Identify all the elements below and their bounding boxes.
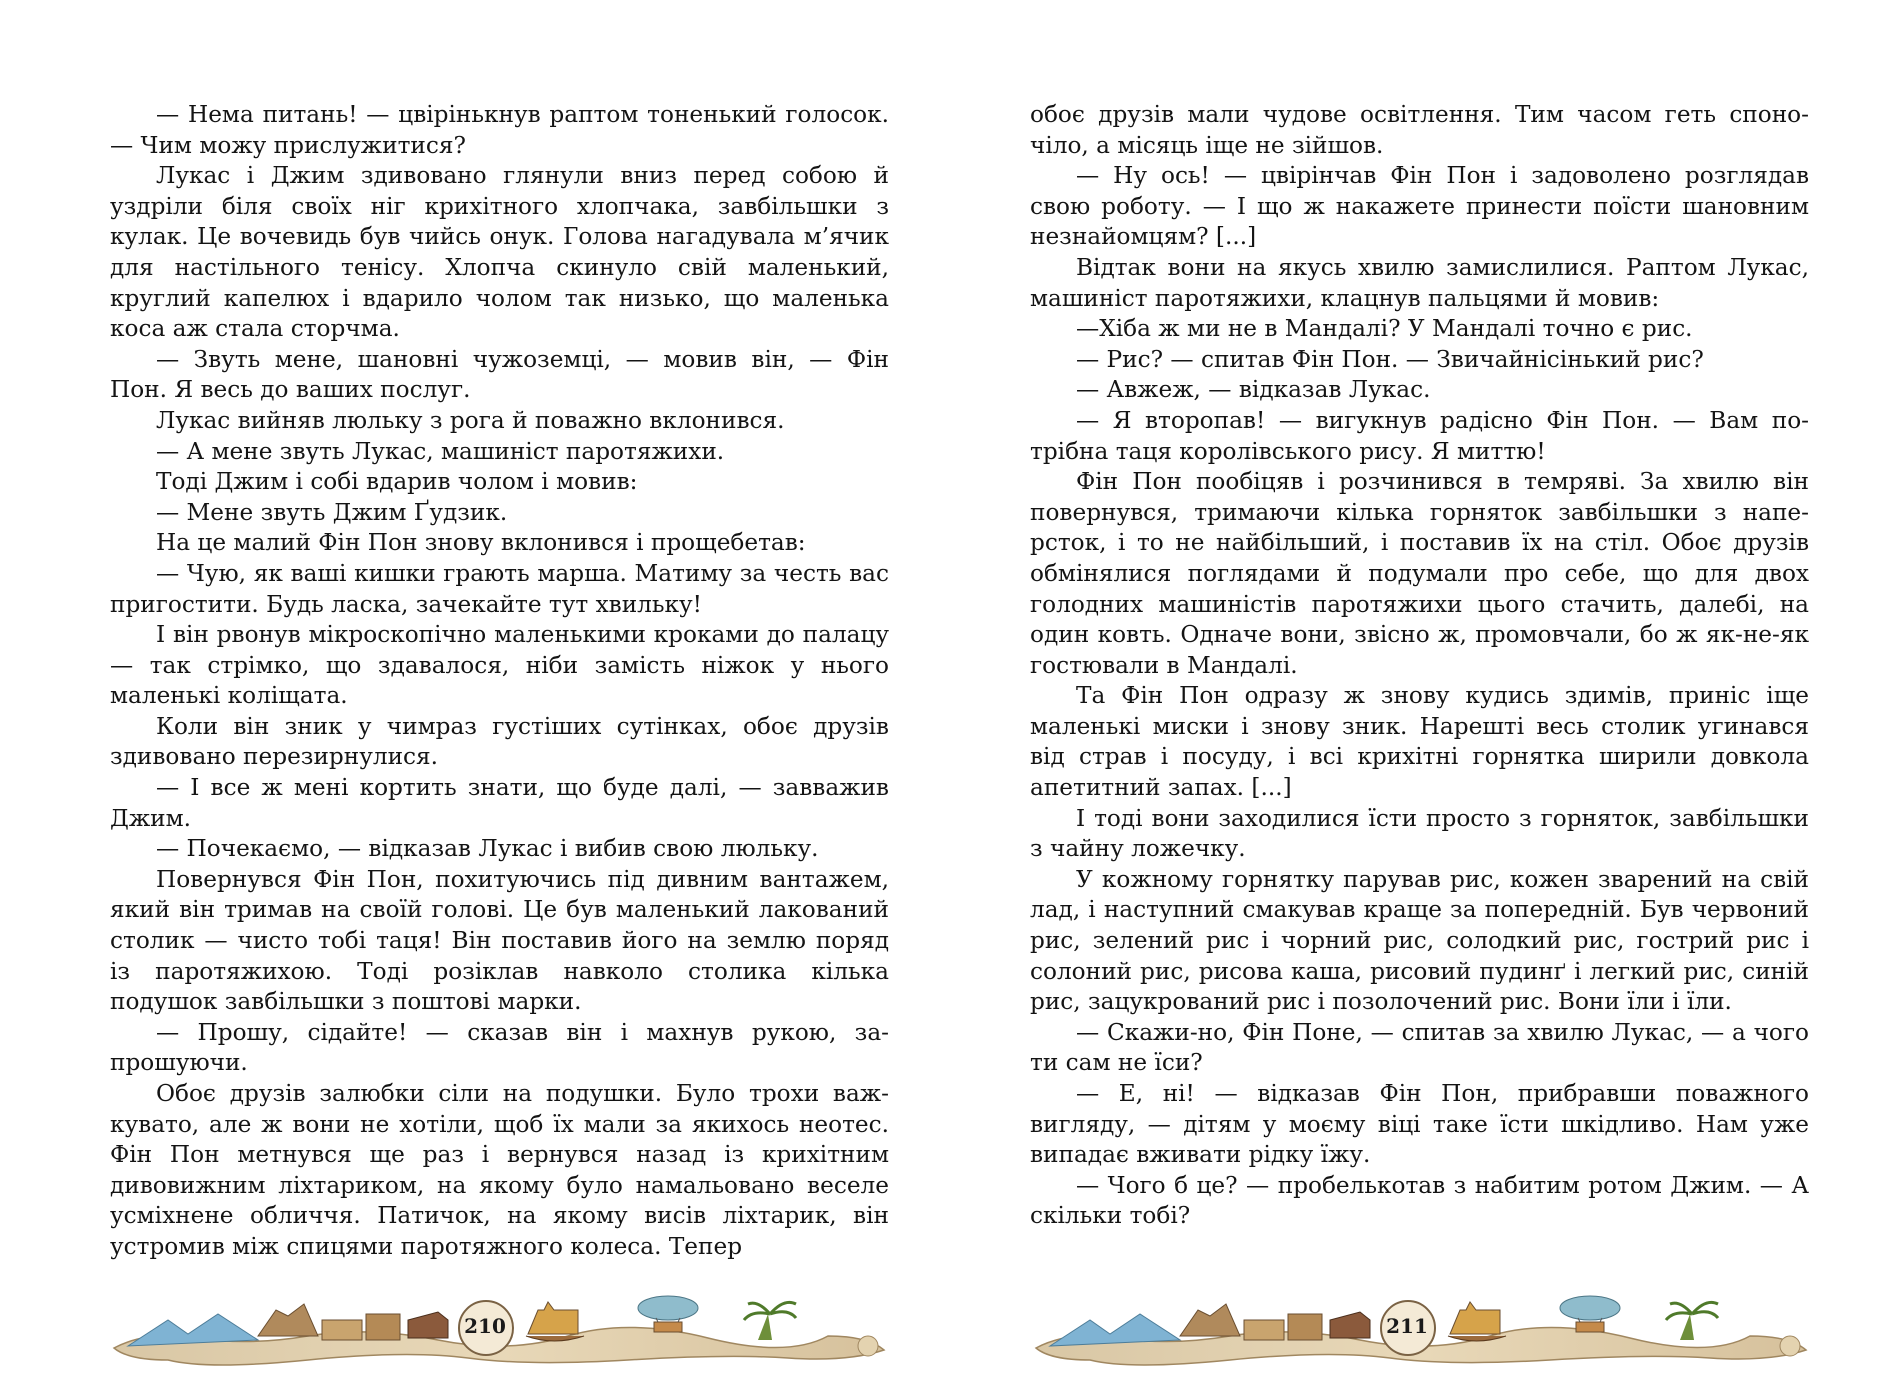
- paragraph: — Мене звуть Джим Ґудзик.: [156, 498, 508, 526]
- left-page-text: [110, 100, 889, 1263]
- paragraph: Повернувся Фін Пон, похитуючись під дивним вантажем, який він тримав на своїй голові. Це був маленький лакований столик — чисто тобі таця! Він поставив його на землю поряд із паротяжихою. Тоді розіклав навколо столика кілька подушок завбільшки з поштові марки.: [110, 865, 889, 1016]
- paragraph: — Авжеж, — відказав Лукас.: [1076, 376, 1431, 404]
- paragraph: І тоді вони заходилися їсти просто з горняток, завбільшки з чайну ложечку.: [1030, 804, 1809, 863]
- paragraph: — Звуть мене, шановні чужоземці, — мовив він, — Фін Пон. Я весь до ваших послуг.: [110, 345, 889, 404]
- paragraph: Фін Пон пообіцяв і розчинився в темряві. За хвилю він повернувся, тримаючи кілька горняток завбільшки з наперсток, і то не найбільший, і поставив їх на стіл. Обоє друзів обмінялися поглядами й подумали про себе, що для двох голодних машиністів паротяжихи цього стачить, далебі, на один ковть. Одначе вони, звісно ж, промовчали, бо ж як-не-як гостювали в Мандалі.: [1030, 468, 1809, 679]
- paragraph: Лукас вийняв люльку з рога й поважно вклонився.: [156, 406, 785, 434]
- paragraph: Обоє друзів залюбки сіли на подушки. Було трохи важкувато, але ж вони не хотіли, щоб їх мали за якихось неотес. Фін Пон метнувся ще раз і вернувся назад із крихітним дивовижним ліхтариком, на якому було намальовано веселе усміхнене обличчя. Патичок, на якому висів ліхтарик, він устромив між спицями паротяжного колеса. Тепер: [110, 1080, 889, 1260]
- paragraph: — І все ж мені кортить знати, що буде далі, — завважив Джим.: [110, 774, 889, 832]
- paragraph: — Чого б це? — пробелькотав з набитим ротом Джим. — А скільки тобі?: [1030, 1171, 1809, 1230]
- paragraph: — Чую, як ваші кишки грають марша. Матиму за честь вас пригостити. Будь ласка, зачекайте тут хвильку!: [110, 559, 889, 618]
- left-page: [110, 100, 889, 1263]
- page-number: 211: [1386, 1314, 1428, 1338]
- paragraph: — Я второпав! — вигукнув радісно Фін Пон. — Вам потрібна таця королівського рису. Я миттю!: [1030, 406, 1809, 465]
- left-page-footer: [108, 1290, 888, 1366]
- paragraph: — Ну ось! — цвірінчав Фін Пон і задоволено розглядав свою роботу. — І що ж накажете принести поїсти шановним незнайомцям? [...]: [1030, 162, 1809, 251]
- paragraph: — Почекаємо, — відказав Лукас і вибив свою люльку.: [156, 835, 819, 863]
- paragraph: — Скажи-но, Фін Поне, — спитав за хвилю Лукас, — а чого ти сам не їси?: [1030, 1018, 1809, 1077]
- paragraph: — Е, ні! — відказав Фін Пон, прибравши поважного вигляду, — дітям у моєму віці таке їсти шкідливо. Нам уже випадає вживати рідку їжу.: [1030, 1080, 1809, 1169]
- paragraph: — Прошу, сідайте! — сказав він і махнув рукою, запрошуючи.: [110, 1018, 889, 1077]
- right-page-text: [1030, 100, 1809, 1232]
- right-page: [1030, 100, 1809, 1232]
- page-number: 210: [464, 1314, 506, 1338]
- paragraph: Та Фін Пон одразу ж знову кудись здимів, приніс іще маленькі миски і знову зник. Нарешті весь столик угинався від страв і посуду, і всі крихітні горнятка ширили довкола апетитний запах. [...]: [1030, 682, 1809, 802]
- paragraph: — А мене звуть Лукас, машиніст паротяжихи.: [156, 437, 725, 465]
- right-page-footer: [1030, 1290, 1810, 1366]
- paragraph: Тоді Джим і собі вдарив чолом і мовив:: [156, 468, 638, 496]
- paragraph: Коли він зник у чимраз густіших сутінках, обоє друзів здивовано перезирнулися.: [110, 712, 889, 771]
- paragraph: На це малий Фін Пон знову вклонився і прощебетав:: [156, 529, 806, 557]
- paragraph: Лукас і Джим здивовано глянули вниз перед собою й уздріли біля своїх ніг крихітного хлопчака, завбільшки з кулак. Це вочевидь був чийсь онук. Голова нагадувала м’ячик для настільного тенісу. Хлопча скинуло свій маленький, круглий капелюх і вдарило чолом так низько, що маленька коса аж стала сторчма.: [110, 162, 889, 343]
- paragraph: — Рис? — спитав Фін Пон. — Звичайнісінький рис?: [1076, 345, 1704, 373]
- paragraph: У кожному горнятку парував рис, кожен зварений на свій лад, і наступний смакував краще за попередній. Був червоний рис, зелений рис і чорний рис, солодкий рис, гострий рис і солоний рис, рисова каша, рисовий пудинґ і легкий рис, синій рис, зацукрований рис і позолочений рис. Вони їли і їли.: [1030, 865, 1809, 1016]
- paragraph: — Нема питань! — цвірінькнув раптом тоненький голосок. — Чим можу прислужитися?: [110, 101, 889, 159]
- paragraph: Відтак вони на якусь хвилю замислилися. Раптом Лукас, машиніст паротяжихи, клацнув пальцями й мовив:: [1030, 253, 1809, 312]
- paragraph: обоє друзів мали чудове освітлення. Тим часом геть споночіло, а місяць іще не зійшов.: [1030, 101, 1809, 159]
- paragraph: —Хіба ж ми не в Мандалі? У Мандалі точно є рис.: [1076, 315, 1693, 343]
- paragraph: І він рвонув мікроскопічно маленькими кроками до палацу — так стрімко, що здавалося, ніби замість ніжок у нього маленькі коліщата.: [110, 621, 889, 710]
